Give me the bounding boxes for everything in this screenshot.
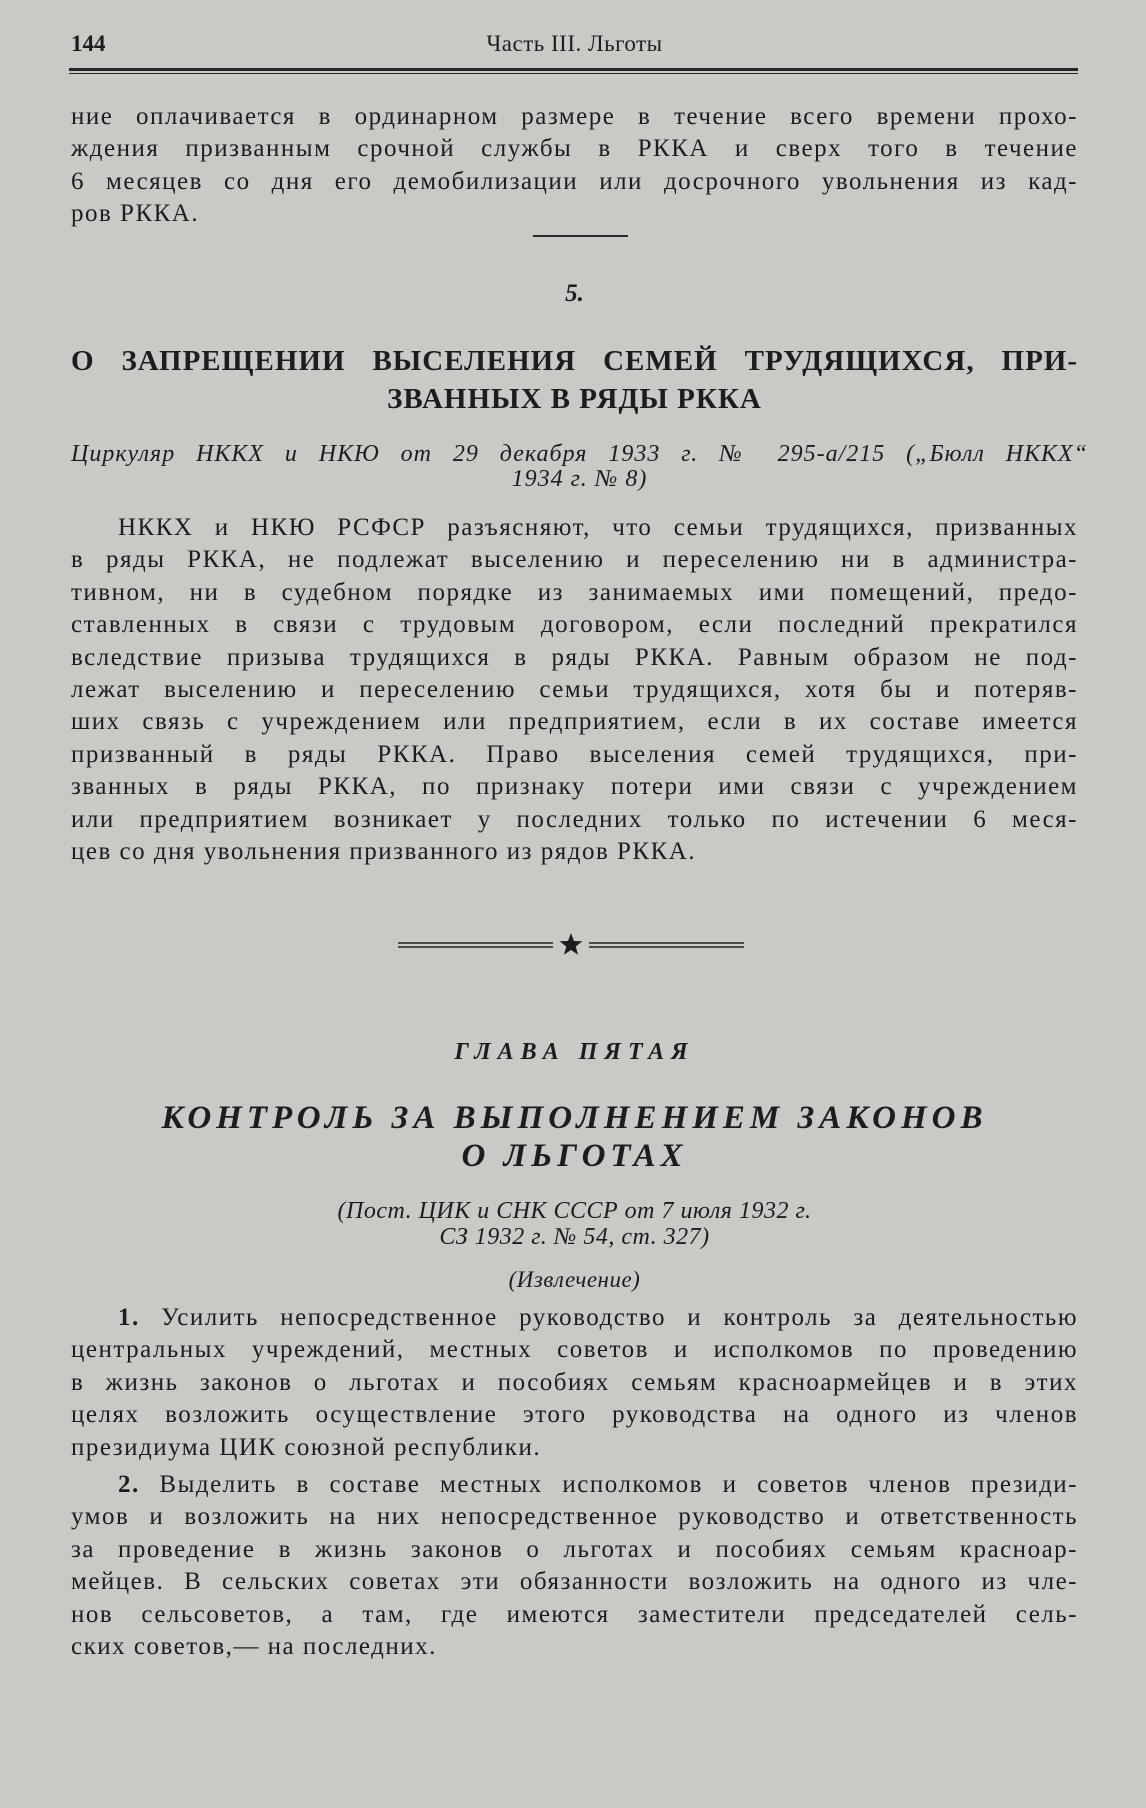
- section-title-line: ЗВАННЫХ В РЯДЫ РККА: [387, 383, 762, 415]
- chapter-title-line: КОНТРОЛЬ ЗА ВЫПОЛНЕНИЕМ ЗАКОНОВ: [161, 1100, 988, 1136]
- paragraph-line: ждения призванным срочной службы в РККА и сверх того в течение: [71, 135, 1078, 163]
- paragraph-line: лежат выселению и переселению семьи трудящихся, хотя бы и потеряв-: [71, 675, 1078, 703]
- paragraph-line: умов и возложить на них непосредственное руководство и ответственность: [71, 1503, 1078, 1531]
- paragraph-line: [71, 1302, 1078, 1334]
- chapter-source: [71, 1198, 1078, 1250]
- section-number: 5.: [565, 280, 584, 307]
- paragraph-line: ние оплачивается в ординарном размере в течение всего времени прохо-: [71, 103, 1078, 130]
- paragraph-line: центральных учреждений, местных советов и исполкомов по проведению: [71, 1336, 1078, 1364]
- paragraph-line: ставленных в связи с трудовым договором, если последний прекратился: [71, 611, 1078, 639]
- section-title: [71, 342, 1078, 418]
- paragraph-line: или предприятием возникает у последних только по истечении 6 меся-: [71, 805, 1078, 833]
- star-icon: [560, 933, 583, 955]
- section-source-line: 1934 г. № 8): [511, 466, 648, 492]
- star-ornament: [398, 932, 744, 958]
- running-title: Часть III. Льготы: [486, 31, 663, 56]
- paragraph-line: нов сельсоветов, а там, где имеются заместители председателей сель-: [71, 1600, 1078, 1628]
- chapter-item-2: [71, 1469, 1078, 1663]
- section-divider: [533, 235, 628, 237]
- paragraph-line: в жизнь законов о льготах и пособиях семьям красноармейцев и в этих: [71, 1368, 1078, 1396]
- paragraph-line: президиума ЦИК союзной республики.: [71, 1433, 542, 1461]
- paragraph-line: вследствие призыва трудящихся в ряды РККА. Равным образом не под-: [71, 643, 1078, 671]
- paragraph-line: цев со дня увольнения призванного из рядов РККА.: [71, 837, 697, 865]
- page-number: 144: [71, 31, 106, 56]
- chapter-item-1: [71, 1302, 1078, 1464]
- paragraph-line-text: Выделить в составе местных исполкомов и советов членов президи-: [159, 1471, 1078, 1498]
- item-number: 1.: [118, 1304, 140, 1331]
- paragraph-line: званных в ряды РККА, по признаку потери ими связи с учреждением: [71, 773, 1078, 801]
- section-body: [71, 512, 1078, 868]
- paragraph-line: тивном, ни в судебном порядке из занимаемых ими помещений, предо-: [71, 578, 1078, 606]
- section-title-line: О ЗАПРЕЩЕНИИ ВЫСЕЛЕНИЯ СЕМЕЙ ТРУДЯЩИХСЯ, ПРИ-: [71, 345, 1078, 377]
- paragraph-line: мейцев. В сельских советах эти обязанности возложить на одного из чле-: [71, 1568, 1078, 1596]
- paragraph-line: за проведение в жизнь законов о льготах и пособиях семьям красноар-: [71, 1535, 1078, 1563]
- paragraph-line-text: Усилить непосредственное руководство и контроль за деятельностью: [161, 1304, 1078, 1331]
- paragraph-line: ших связь с учреждением или предприятием, если в их составе имеется: [71, 708, 1078, 736]
- paragraph-line: НККХ и НКЮ РСФСР разъясняют, что семьи трудящихся, призванных: [118, 514, 1078, 541]
- paragraph-line: 6 месяцев со дня его демобилизации или досрочного увольнения из кад-: [71, 167, 1078, 195]
- chapter-title: [71, 1099, 1078, 1175]
- section-source: [71, 442, 1088, 492]
- chapter-source-line: (Пост. ЦИК и СНК СССР от 7 июля 1932 г.: [337, 1198, 812, 1224]
- paragraph-line: ских советов,— на последних.: [71, 1632, 437, 1660]
- chapter-label: ГЛАВА ПЯТАЯ: [454, 1039, 695, 1065]
- paragraph-line: призванный в ряды РККА. Право выселения семей трудящихся, при-: [71, 740, 1078, 768]
- header-rule: [69, 68, 1078, 74]
- paragraph-line: в ряды РККА, не подлежат выселению и переселению ни в администра-: [71, 546, 1078, 574]
- paragraph-line: ров РККА.: [71, 200, 200, 228]
- paragraph-line: [71, 1469, 1078, 1501]
- paragraph-line: целях возложить осуществление этого руководства на одного из членов: [71, 1401, 1078, 1429]
- chapter-source-line: СЗ 1932 г. № 54, ст. 327): [439, 1224, 710, 1250]
- extract-note: (Извлечение): [508, 1267, 641, 1292]
- chapter-title-line: О ЛЬГОТАХ: [461, 1138, 688, 1174]
- section-source-line: Циркуляр НККХ и НКЮ от 29 декабря 1933 г. № 295-а/215 („Бюлл НККХ“: [71, 441, 1088, 467]
- item-number: 2.: [118, 1471, 140, 1498]
- continuation-paragraph: [71, 101, 1078, 231]
